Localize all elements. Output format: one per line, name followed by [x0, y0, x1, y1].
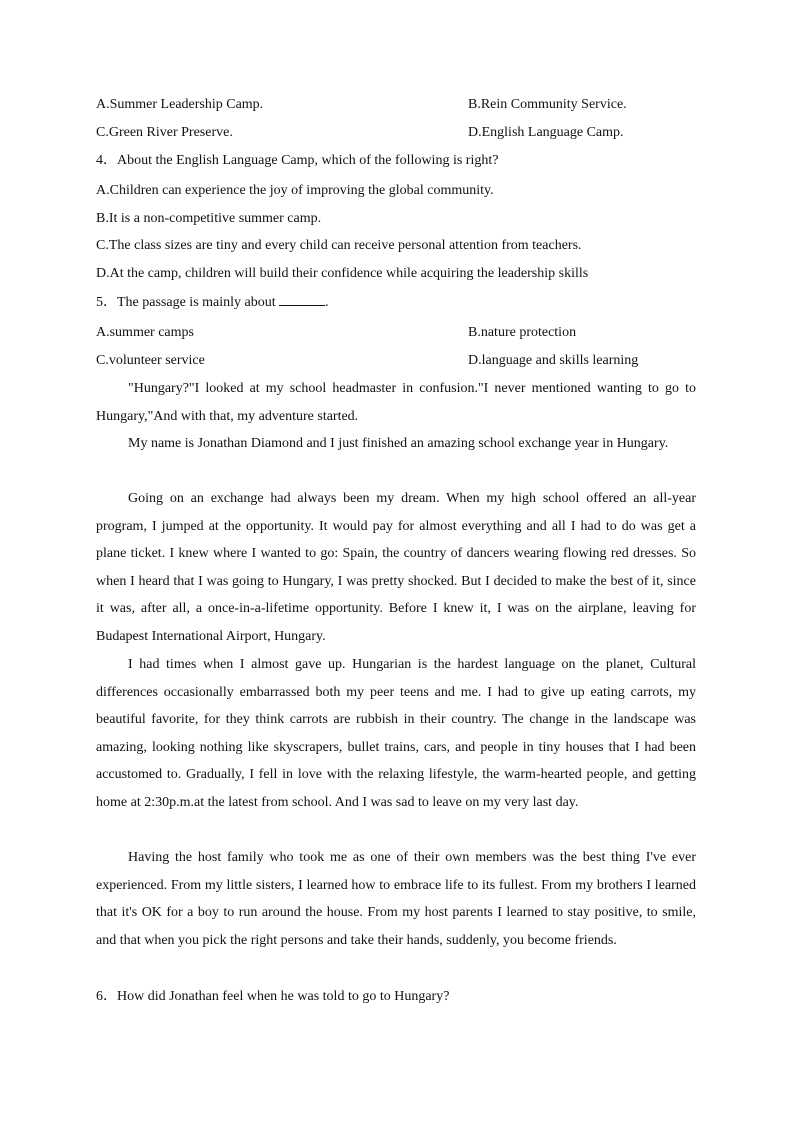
q6-stem: 6．How did Jonathan feel when he was told to go to Hungary? — [96, 989, 450, 1004]
q4-option-d: D.At the camp, children will build their confidence while acquiring the leadership skills — [96, 266, 589, 281]
q5-stem-end: . — [325, 295, 329, 310]
passage-paragraph-4: I had times when I almost gave up. Hungarian is the hardest language on the planet, Cultural differences occasionally embarrassed both my peer teens and me. I had to give up eating carrots, my beautiful favorite, for they think carrots are rubbish in their country. The change in the landscape was amazing, looking nothing like skyscrapers, bullet trains, cars, and people in tiny houses that I had been accustomed to. Gradually, I fell in love with the relaxing lifestyle, the warm-hearted people, and getting home at 2:30p.m.at the latest from school. And I was sad to leave on my very last day. — [96, 657, 696, 810]
q5-stem: 5．The passage is mainly about — [96, 295, 276, 310]
answer-blank — [279, 293, 325, 306]
q3-options-row-1 — [96, 95, 627, 115]
q3-option-b: B.Rein Community Service. — [468, 97, 627, 112]
q5-option-d: D.language and skills learning — [468, 353, 639, 368]
q5-option-c: C.volunteer service — [96, 353, 205, 368]
q3-option-d: D.English Language Camp. — [468, 125, 624, 140]
q5-options-row-1 — [96, 323, 577, 343]
q4-stem: 4．About the English Language Camp, which of the following is right? — [96, 153, 499, 168]
passage-paragraph-3: Going on an exchange had always been my dream. When my high school offered an all-year program, I jumped at the opportunity. It would pay for almost everything and all I had to do was get a plane ticket. I knew where I wanted to go: Spain, the country of dancers wearing flowing red dresses. So when I heard that I was going to Hungary, I was pretty shocked. But I decided to make the best of it, since it was, after all, a once-in-a-lifetime opportunity. Before I knew it, I was on the airplane, leaving for Budapest International Airport, Hungary. — [96, 491, 696, 644]
q3-option-c: C.Green River Preserve. — [96, 125, 233, 140]
q5-option-b: B.nature protection — [468, 325, 577, 340]
passage-paragraph-5: Having the host family who took me as one of their own members was the best thing I've ever experienced. From my little sisters, I learned how to embrace life to its fullest. From my brothers I learned that it's OK for a boy to run around the house. From my host parents I learned to stay positive, to smile, and that when you pick the right persons and take their hands, suddenly, you become friends. — [96, 850, 696, 948]
q4-option-b: B.It is a non-competitive summer camp. — [96, 211, 322, 226]
passage-paragraph-1: "Hungary?"I looked at my school headmaster in confusion."I never mentioned wanting to go to Hungary,"And with that, my adventure started. — [96, 381, 696, 424]
passage-paragraph-2: My name is Jonathan Diamond and I just finished an amazing school exchange year in Hungary. — [128, 436, 669, 451]
q3-option-a: A.Summer Leadership Camp. — [96, 97, 264, 112]
q4-option-c: C.The class sizes are tiny and every child can receive personal attention from teachers. — [96, 238, 582, 253]
q3-options-row-2 — [96, 123, 624, 143]
q5-options-row-2 — [96, 351, 639, 371]
q4-option-a: A.Children can experience the joy of improving the global community. — [96, 183, 494, 198]
q5-stem-line — [96, 293, 329, 313]
q5-option-a: A.summer camps — [96, 325, 194, 340]
